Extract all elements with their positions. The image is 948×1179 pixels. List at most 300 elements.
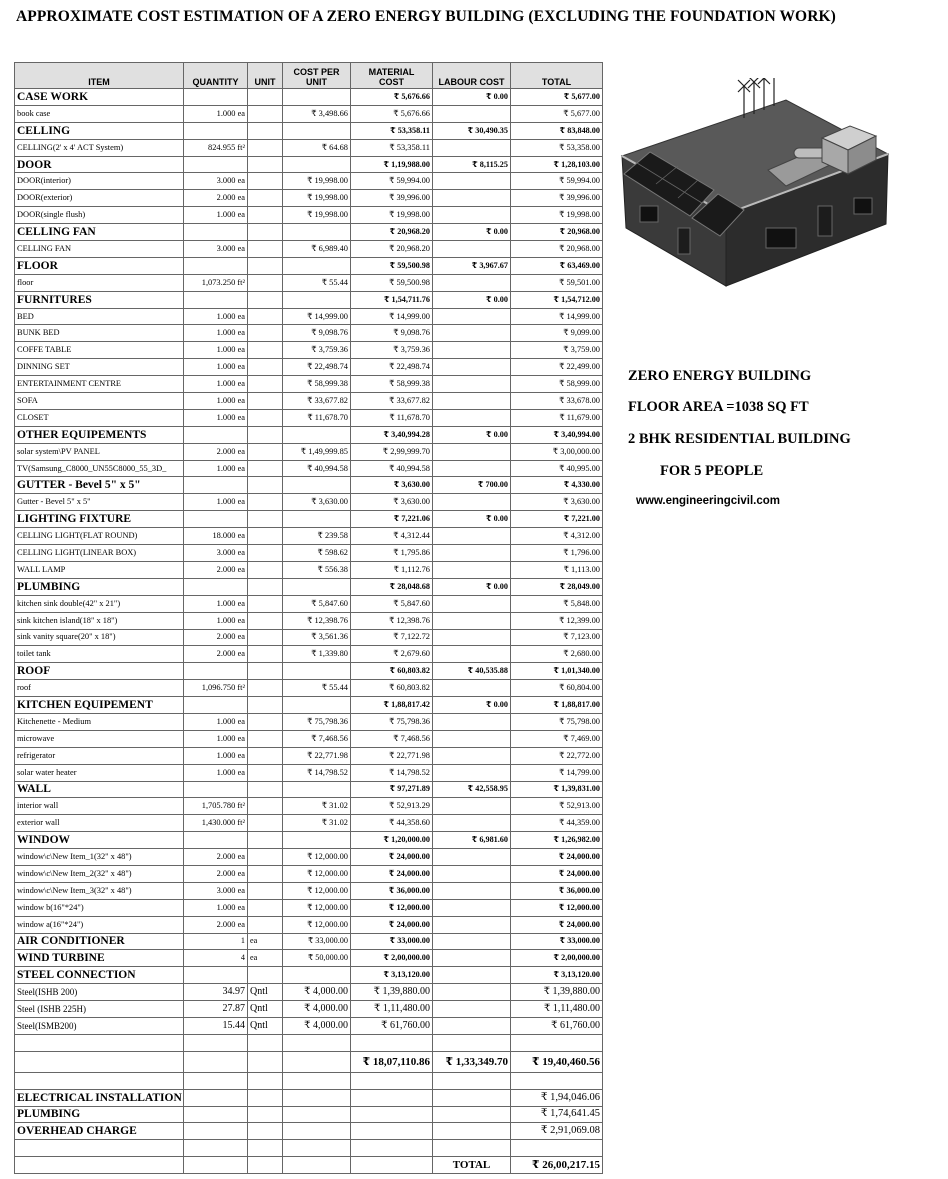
- unit: [248, 257, 283, 274]
- cost-per-unit: ₹ 9,098.76: [283, 325, 351, 342]
- labour-cost: ₹ 42,558.95: [433, 781, 511, 798]
- unit: [248, 815, 283, 832]
- cost-per-unit: ₹ 239.58: [283, 528, 351, 545]
- unit: [248, 680, 283, 697]
- labour-cost: ₹ 0.00: [433, 224, 511, 241]
- category-row: [15, 697, 603, 714]
- unit: [248, 849, 283, 866]
- unit: [248, 426, 283, 443]
- side-info-type: 2 BHK RESIDENTIAL BUILDING: [628, 431, 851, 447]
- item-name: TV(Samsung_C8000_UN55C8000_55_3D_: [15, 460, 184, 477]
- table-row: [15, 207, 603, 224]
- cost-per-unit: [283, 511, 351, 528]
- total: ₹ 14,999.00: [511, 308, 603, 325]
- item-name: CELLING LIGHT(FLAT ROUND): [15, 528, 184, 545]
- cost-per-unit: [283, 156, 351, 173]
- unit: [248, 274, 283, 291]
- material-cost: ₹ 9,098.76: [351, 325, 433, 342]
- labour-cost: [433, 545, 511, 562]
- cost-per-unit: ₹ 75,798.36: [283, 713, 351, 730]
- material-cost: ₹ 60,803.82: [351, 680, 433, 697]
- item-name: window b(16"*24"): [15, 899, 184, 916]
- quantity: 1.000 ea: [184, 730, 248, 747]
- unit: [248, 832, 283, 849]
- table-row: [15, 342, 603, 359]
- cost-per-unit: ₹ 4,000.00: [283, 1001, 351, 1018]
- quantity: 1.000 ea: [184, 376, 248, 393]
- unit: [248, 865, 283, 882]
- final-total-label: TOTAL: [433, 1157, 511, 1174]
- side-info-title: ZERO ENERGY BUILDING: [628, 368, 812, 384]
- quantity: [184, 511, 248, 528]
- quantity: 3.000 ea: [184, 173, 248, 190]
- material-cost: ₹ 33,000.00: [351, 933, 433, 950]
- quantity: 18.000 ea: [184, 528, 248, 545]
- item-name: CELLING: [15, 122, 184, 139]
- table-row: [15, 241, 603, 258]
- table-row: [15, 173, 603, 190]
- item-name: CELLING FAN: [15, 241, 184, 258]
- blank-row: [15, 1072, 603, 1089]
- table-row: [15, 747, 603, 764]
- quantity: [184, 224, 248, 241]
- material-cost: ₹ 61,760.00: [351, 1017, 433, 1034]
- header-quantity: QUANTITY: [184, 63, 248, 89]
- labour-cost: [433, 713, 511, 730]
- material-cost: ₹ 7,122.72: [351, 629, 433, 646]
- material-cost: ₹ 53,358.11: [351, 122, 433, 139]
- quantity: 1,073.250 ft²: [184, 274, 248, 291]
- category-row: [15, 511, 603, 528]
- item-name: exterior wall: [15, 815, 184, 832]
- labour-cost: [433, 139, 511, 156]
- item-name: CLOSET: [15, 409, 184, 426]
- table-row: [15, 646, 603, 663]
- category-row: [15, 89, 603, 106]
- quantity: 824.955 ft²: [184, 139, 248, 156]
- unit: [248, 764, 283, 781]
- item-name: roof: [15, 680, 184, 697]
- material-cost: ₹ 3,759.36: [351, 342, 433, 359]
- material-cost: ₹ 7,221.06: [351, 511, 433, 528]
- cost-per-unit: ₹ 1,49,999.85: [283, 443, 351, 460]
- total: ₹ 1,01,340.00: [511, 663, 603, 680]
- labour-cost: ₹ 0.00: [433, 578, 511, 595]
- total: ₹ 1,113.00: [511, 561, 603, 578]
- table-row: [15, 612, 603, 629]
- item-name: AIR CONDITIONER: [15, 933, 184, 950]
- table-row: [15, 899, 603, 916]
- category-row: [15, 933, 603, 950]
- quantity: 34.97: [184, 984, 248, 1001]
- item-name: BUNK BED: [15, 325, 184, 342]
- table-row: [15, 545, 603, 562]
- category-row: [15, 663, 603, 680]
- cost-per-unit: ₹ 12,000.00: [283, 899, 351, 916]
- blank-row: [15, 1140, 603, 1157]
- total: ₹ 44,359.00: [511, 815, 603, 832]
- item-name: microwave: [15, 730, 184, 747]
- total: ₹ 53,358.00: [511, 139, 603, 156]
- unit: [248, 494, 283, 511]
- material-cost: ₹ 12,398.76: [351, 612, 433, 629]
- material-cost: ₹ 3,630.00: [351, 494, 433, 511]
- cost-per-unit: ₹ 11,678.70: [283, 409, 351, 426]
- table-row: [15, 1017, 603, 1034]
- cost-per-unit: ₹ 5,847.60: [283, 595, 351, 612]
- quantity: 1: [184, 933, 248, 950]
- quantity: [184, 89, 248, 106]
- table-row: [15, 393, 603, 410]
- side-info-occupancy: FOR 5 PEOPLE: [660, 463, 764, 479]
- labour-cost: [433, 325, 511, 342]
- table-row: [15, 359, 603, 376]
- labour-cost: [433, 865, 511, 882]
- cost-per-unit: ₹ 12,000.00: [283, 849, 351, 866]
- material-cost: ₹ 40,994.58: [351, 460, 433, 477]
- cost-per-unit: ₹ 31.02: [283, 798, 351, 815]
- labour-cost: [433, 933, 511, 950]
- table-header: [15, 63, 603, 89]
- quantity: 1.000 ea: [184, 595, 248, 612]
- unit: [248, 781, 283, 798]
- cost-per-unit: [283, 224, 351, 241]
- quantity: 1.000 ea: [184, 899, 248, 916]
- unit: [248, 105, 283, 122]
- total: ₹ 33,678.00: [511, 393, 603, 410]
- item-name: toilet tank: [15, 646, 184, 663]
- unit: [248, 899, 283, 916]
- cost-per-unit: ₹ 19,998.00: [283, 190, 351, 207]
- header-total: TOTAL: [511, 63, 603, 89]
- labour-cost: [433, 984, 511, 1001]
- unit: ea: [248, 933, 283, 950]
- total: ₹ 1,26,982.00: [511, 832, 603, 849]
- material-cost: ₹ 1,54,711.76: [351, 291, 433, 308]
- total: ₹ 33,000.00: [511, 933, 603, 950]
- cost-per-unit: ₹ 3,498.66: [283, 105, 351, 122]
- total: ₹ 4,312.00: [511, 528, 603, 545]
- material-cost: ₹ 11,678.70: [351, 409, 433, 426]
- item-name: PLUMBING: [15, 578, 184, 595]
- category-row: [15, 832, 603, 849]
- item-name: WALL LAMP: [15, 561, 184, 578]
- total: ₹ 83,848.00: [511, 122, 603, 139]
- total: ₹ 59,994.00: [511, 173, 603, 190]
- labour-cost: [433, 105, 511, 122]
- grand-total: ₹ 19,40,460.56: [511, 1051, 603, 1072]
- cost-per-unit: ₹ 3,759.36: [283, 342, 351, 359]
- total: ₹ 11,679.00: [511, 409, 603, 426]
- total: ₹ 22,499.00: [511, 359, 603, 376]
- unit: [248, 730, 283, 747]
- material-cost: ₹ 14,798.52: [351, 764, 433, 781]
- category-row: [15, 477, 603, 494]
- table-row: [15, 882, 603, 899]
- table-row: [15, 561, 603, 578]
- total: ₹ 28,049.00: [511, 578, 603, 595]
- total: ₹ 3,630.00: [511, 494, 603, 511]
- table-row: [15, 680, 603, 697]
- cost-per-unit: ₹ 6,989.40: [283, 241, 351, 258]
- item-name: Kitchenette - Medium: [15, 713, 184, 730]
- labour-cost: ₹ 0.00: [433, 291, 511, 308]
- cost-per-unit: ₹ 19,998.00: [283, 173, 351, 190]
- quantity: 1.000 ea: [184, 494, 248, 511]
- total: ₹ 20,968.00: [511, 224, 603, 241]
- labour-cost: ₹ 700.00: [433, 477, 511, 494]
- unit: [248, 308, 283, 325]
- grand-labour-cost: ₹ 1,33,349.70: [433, 1051, 511, 1072]
- quantity: 4: [184, 950, 248, 967]
- category-row: [15, 291, 603, 308]
- total: ₹ 52,913.00: [511, 798, 603, 815]
- unit: [248, 663, 283, 680]
- item-name: WINDOW: [15, 832, 184, 849]
- table-row: [15, 815, 603, 832]
- cost-per-unit: [283, 122, 351, 139]
- item-name: CELLING LIGHT(LINEAR BOX): [15, 545, 184, 562]
- unit: [248, 359, 283, 376]
- total: ₹ 2,00,000.00: [511, 950, 603, 967]
- table-row: [15, 764, 603, 781]
- cost-per-unit: ₹ 598.62: [283, 545, 351, 562]
- labour-cost: [433, 680, 511, 697]
- table-row: [15, 376, 603, 393]
- labour-cost: [433, 595, 511, 612]
- unit: [248, 460, 283, 477]
- table-row: [15, 916, 603, 933]
- grand-material-cost: ₹ 18,07,110.86: [351, 1051, 433, 1072]
- material-cost: ₹ 2,00,000.00: [351, 950, 433, 967]
- table-row: [15, 494, 603, 511]
- material-cost: ₹ 60,803.82: [351, 663, 433, 680]
- cost-per-unit: ₹ 7,468.56: [283, 730, 351, 747]
- material-cost: ₹ 36,000.00: [351, 882, 433, 899]
- labour-cost: [433, 646, 511, 663]
- extra-total: ₹ 1,94,046.06: [511, 1089, 603, 1106]
- material-cost: ₹ 44,358.60: [351, 815, 433, 832]
- total: ₹ 1,39,831.00: [511, 781, 603, 798]
- quantity: 1.000 ea: [184, 747, 248, 764]
- unit: [248, 122, 283, 139]
- labour-cost: [433, 528, 511, 545]
- quantity: [184, 697, 248, 714]
- item-name: Gutter - Bevel 5" x 5": [15, 494, 184, 511]
- total: ₹ 24,000.00: [511, 916, 603, 933]
- item-name: WIND TURBINE: [15, 950, 184, 967]
- item-name: floor: [15, 274, 184, 291]
- quantity: [184, 426, 248, 443]
- quantity: 1,705.780 ft²: [184, 798, 248, 815]
- unit: [248, 173, 283, 190]
- extra-total: ₹ 1,74,641.45: [511, 1106, 603, 1123]
- cost-per-unit: [283, 663, 351, 680]
- material-cost: ₹ 75,798.36: [351, 713, 433, 730]
- quantity: 1.000 ea: [184, 764, 248, 781]
- item-name: WALL: [15, 781, 184, 798]
- header-cost-per-unit: COST PER UNIT: [283, 63, 351, 89]
- quantity: 1.000 ea: [184, 308, 248, 325]
- cost-per-unit: ₹ 22,771.98: [283, 747, 351, 764]
- quantity: 2.000 ea: [184, 849, 248, 866]
- material-cost: ₹ 2,679.60: [351, 646, 433, 663]
- total: ₹ 1,28,103.00: [511, 156, 603, 173]
- material-cost: ₹ 1,88,817.42: [351, 697, 433, 714]
- quantity: [184, 477, 248, 494]
- total: ₹ 59,501.00: [511, 274, 603, 291]
- quantity: 1.000 ea: [184, 359, 248, 376]
- page-title: APPROXIMATE COST ESTIMATION OF A ZERO ENERGY BUILDING (EXCLUDING THE FOUNDATION WORK): [16, 8, 836, 25]
- material-cost: ₹ 3,40,994.28: [351, 426, 433, 443]
- item-name: LIGHTING FIXTURE: [15, 511, 184, 528]
- labour-cost: [433, 916, 511, 933]
- table-row: [15, 409, 603, 426]
- material-cost: ₹ 5,847.60: [351, 595, 433, 612]
- material-cost: ₹ 5,676.66: [351, 105, 433, 122]
- table-row: [15, 105, 603, 122]
- item-name: DOOR(interior): [15, 173, 184, 190]
- cost-per-unit: ₹ 31.02: [283, 815, 351, 832]
- labour-cost: [433, 190, 511, 207]
- item-name: DOOR(single flush): [15, 207, 184, 224]
- total: ₹ 61,760.00: [511, 1017, 603, 1034]
- total: ₹ 75,798.00: [511, 713, 603, 730]
- unit: [248, 224, 283, 241]
- website-link[interactable]: www.engineeringcivil.com: [636, 495, 780, 507]
- table-row: [15, 325, 603, 342]
- extra-item: OVERHEAD CHARGE: [15, 1123, 184, 1140]
- quantity: 1,096.750 ft²: [184, 680, 248, 697]
- labour-cost: [433, 815, 511, 832]
- total: ₹ 12,000.00: [511, 899, 603, 916]
- table-row: [15, 713, 603, 730]
- cost-per-unit: ₹ 3,630.00: [283, 494, 351, 511]
- labour-cost: ₹ 0.00: [433, 697, 511, 714]
- quantity: 3.000 ea: [184, 882, 248, 899]
- unit: [248, 393, 283, 410]
- unit: [248, 545, 283, 562]
- material-cost: ₹ 4,312.44: [351, 528, 433, 545]
- material-cost: ₹ 1,112.76: [351, 561, 433, 578]
- unit: [248, 207, 283, 224]
- table-row: [15, 443, 603, 460]
- quantity: [184, 257, 248, 274]
- material-cost: ₹ 53,358.11: [351, 139, 433, 156]
- cost-per-unit: [283, 781, 351, 798]
- quantity: 2.000 ea: [184, 646, 248, 663]
- cost-per-unit: ₹ 556.38: [283, 561, 351, 578]
- total: ₹ 24,000.00: [511, 849, 603, 866]
- total: ₹ 3,759.00: [511, 342, 603, 359]
- material-cost: ₹ 52,913.29: [351, 798, 433, 815]
- cost-per-unit: ₹ 22,498.74: [283, 359, 351, 376]
- item-name: STEEL CONNECTION: [15, 967, 184, 984]
- material-cost: ₹ 7,468.56: [351, 730, 433, 747]
- category-row: [15, 257, 603, 274]
- labour-cost: [433, 950, 511, 967]
- grand-total-row: [15, 1051, 603, 1072]
- item-name: BED: [15, 308, 184, 325]
- item-name: window\c\New Item_3(32" x 48"): [15, 882, 184, 899]
- quantity: [184, 832, 248, 849]
- cost-per-unit: ₹ 58,999.38: [283, 376, 351, 393]
- cost-per-unit: ₹ 12,398.76: [283, 612, 351, 629]
- labour-cost: [433, 409, 511, 426]
- total: ₹ 5,677.00: [511, 89, 603, 106]
- table-row: [15, 528, 603, 545]
- labour-cost: [433, 747, 511, 764]
- total: ₹ 7,123.00: [511, 629, 603, 646]
- material-cost: ₹ 19,998.00: [351, 207, 433, 224]
- quantity: 1.000 ea: [184, 612, 248, 629]
- item-name: window\c\New Item_2(32" x 48"): [15, 865, 184, 882]
- header-labour-cost: LABOUR COST: [433, 63, 511, 89]
- header-unit: UNIT: [248, 63, 283, 89]
- cost-per-unit: ₹ 33,677.82: [283, 393, 351, 410]
- total: ₹ 4,330.00: [511, 477, 603, 494]
- labour-cost: [433, 967, 511, 984]
- item-name: DINNING SET: [15, 359, 184, 376]
- table-body: [15, 89, 603, 1035]
- item-name: GUTTER - Bevel 5" x 5": [15, 477, 184, 494]
- labour-cost: ₹ 8,115.25: [433, 156, 511, 173]
- labour-cost: [433, 173, 511, 190]
- table-row: [15, 629, 603, 646]
- header-item: ITEM: [15, 63, 184, 89]
- labour-cost: [433, 899, 511, 916]
- table-row: [15, 865, 603, 882]
- unit: [248, 882, 283, 899]
- unit: ea: [248, 950, 283, 967]
- labour-cost: ₹ 0.00: [433, 89, 511, 106]
- labour-cost: ₹ 30,490.35: [433, 122, 511, 139]
- unit: [248, 646, 283, 663]
- total: ₹ 5,848.00: [511, 595, 603, 612]
- quantity: 2.000 ea: [184, 190, 248, 207]
- labour-cost: ₹ 0.00: [433, 511, 511, 528]
- total: ₹ 1,39,880.00: [511, 984, 603, 1001]
- material-cost: ₹ 22,771.98: [351, 747, 433, 764]
- material-cost: ₹ 1,11,480.00: [351, 1001, 433, 1018]
- unit: [248, 241, 283, 258]
- total: ₹ 63,469.00: [511, 257, 603, 274]
- unit: [248, 612, 283, 629]
- labour-cost: ₹ 40,535.88: [433, 663, 511, 680]
- extra-item: PLUMBING: [15, 1106, 184, 1123]
- quantity: 2.000 ea: [184, 865, 248, 882]
- quantity: 1.000 ea: [184, 713, 248, 730]
- material-cost: ₹ 22,498.74: [351, 359, 433, 376]
- cost-per-unit: [283, 578, 351, 595]
- unit: Qntl: [248, 984, 283, 1001]
- category-row: [15, 781, 603, 798]
- material-cost: ₹ 39,996.00: [351, 190, 433, 207]
- cost-per-unit: ₹ 55.44: [283, 680, 351, 697]
- table-row: [15, 595, 603, 612]
- unit: [248, 342, 283, 359]
- labour-cost: [433, 612, 511, 629]
- labour-cost: [433, 274, 511, 291]
- material-cost: ₹ 33,677.82: [351, 393, 433, 410]
- extra-row-plumbing: [15, 1106, 603, 1123]
- extra-total: ₹ 2,91,069.08: [511, 1123, 603, 1140]
- extra-row-electrical: [15, 1089, 603, 1106]
- item-name: window a(16"*24"): [15, 916, 184, 933]
- total: ₹ 20,968.00: [511, 241, 603, 258]
- labour-cost: [433, 494, 511, 511]
- cost-per-unit: ₹ 19,998.00: [283, 207, 351, 224]
